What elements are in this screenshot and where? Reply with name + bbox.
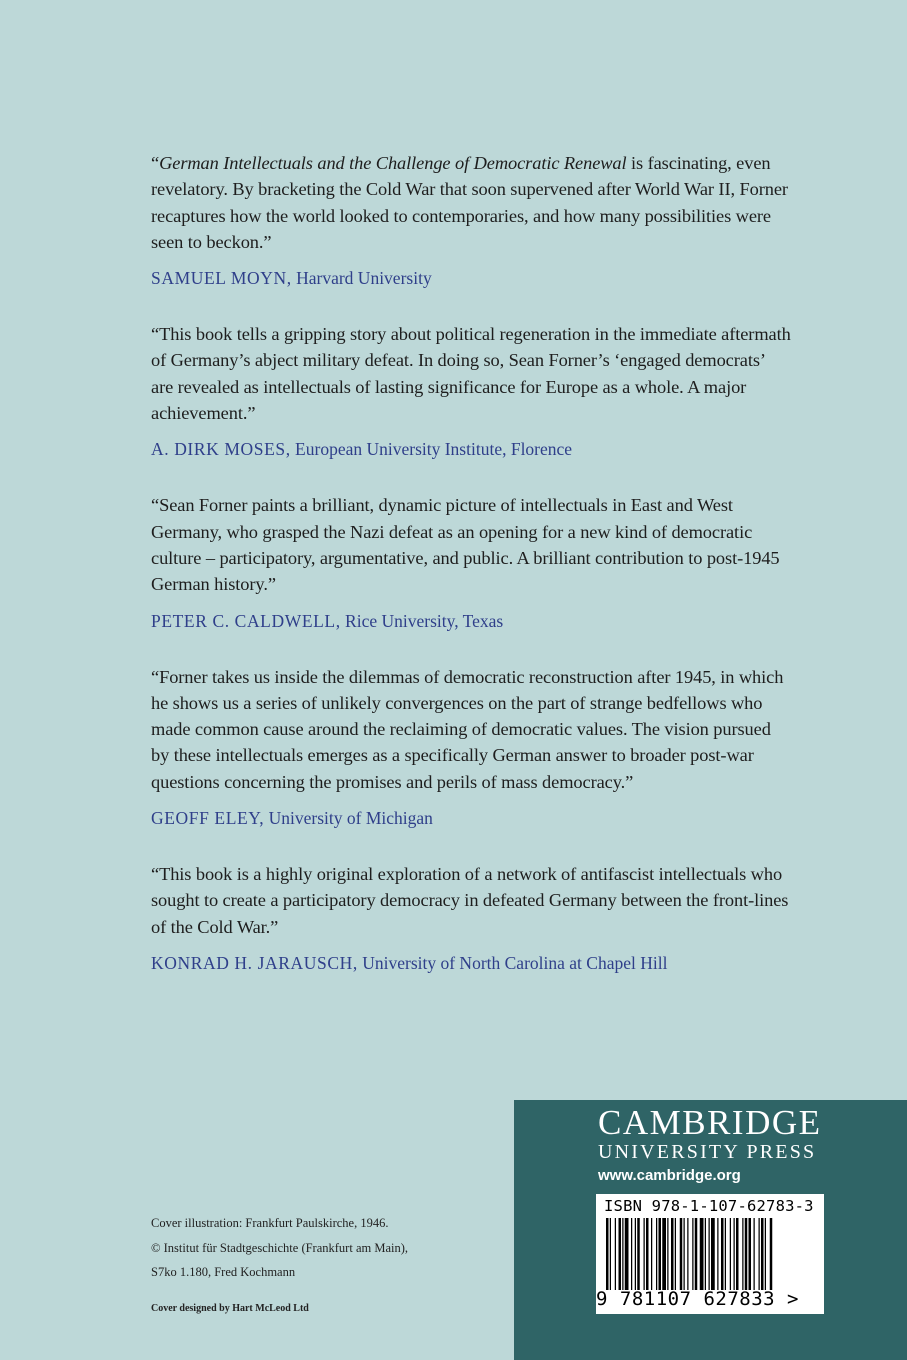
endorsements bbox=[151, 150, 791, 1006]
endorsement-quote: “This book is a highly original exploration of a network of antifascist intellectuals who sought to create a participatory democracy in defeated Germany between the front-lines of the Cold War.” bbox=[151, 864, 789, 937]
endorsement-quote bbox=[151, 150, 791, 255]
endorser-affiliation: University of Michigan bbox=[264, 808, 433, 829]
isbn-number: ISBN 978-1-107-62783-3 bbox=[604, 1197, 814, 1215]
cover-designer-credit: Cover designed by Hart McLeod Ltd bbox=[151, 1303, 309, 1314]
cover-credits bbox=[151, 1211, 491, 1285]
barcode-icon bbox=[604, 1218, 816, 1290]
publisher-url: www.cambridge.org bbox=[598, 1167, 741, 1184]
book-title: German Intellectuals and the Challenge of Democratic Renewal bbox=[159, 153, 627, 173]
endorser-affiliation: University of North Carolina at Chapel Hill bbox=[357, 952, 668, 973]
endorser-name: KONRAD H. JARAUSCH, bbox=[151, 952, 358, 973]
endorsement-3 bbox=[151, 492, 791, 632]
endorsement-attribution bbox=[151, 609, 791, 633]
endorsement-5 bbox=[151, 861, 791, 975]
endorser-affiliation: Harvard University bbox=[291, 268, 432, 289]
endorser-name: PETER C. CALDWELL, bbox=[151, 610, 341, 631]
endorsement-quote: “Forner takes us inside the dilemmas of democratic reconstruction after 1945, in which he shows us a series of unlikely convergences on the part of strange bedfellows who made common cause around the reclaiming of democratic values. The vision pursued by these intellectuals emerges as a specifically German answer to broader post-war questions concerning the promises and perils of mass democracy.” bbox=[151, 666, 784, 792]
endorser-affiliation: Rice University, Texas bbox=[340, 610, 504, 631]
credit-line-photographer: S7ko 1.180, Fred Kochmann bbox=[151, 1265, 296, 1279]
endorsement-2 bbox=[151, 321, 791, 461]
endorser-name: A. DIRK MOSES, bbox=[151, 439, 291, 460]
isbn-barcode bbox=[596, 1194, 824, 1314]
endorsement-1 bbox=[151, 150, 791, 290]
publisher-logo-name: CAMBRIDGE bbox=[598, 1103, 822, 1142]
quote-text: is fascinating, even revelatory. By bracketing the Cold War that soon supervened after World War II, Forner recaptures how the world looked to contemporaries, and how many possibilities were seen to beckon.” bbox=[151, 153, 788, 252]
credit-line-illustration: Cover illustration: Frankfurt Paulskirche, 1946. bbox=[151, 1216, 389, 1230]
credit-line-copyright: © Institut für Stadtgeschichte (Frankfurt am Main), bbox=[151, 1240, 409, 1255]
ean-number: 9 781107 627833 > bbox=[596, 1288, 799, 1310]
endorser-name: GEOFF ELEY, bbox=[151, 808, 265, 829]
quote-mark: “ bbox=[151, 153, 160, 173]
endorsement-attribution bbox=[151, 437, 791, 461]
endorsement-4 bbox=[151, 664, 791, 830]
endorsement-attribution bbox=[151, 951, 791, 975]
endorsement-quote: “This book tells a gripping story about political regeneration in the immediate aftermath of Germany’s abject military defeat. In doing so, Sean Forner’s ‘engaged democrats’ are revealed as intellectuals of lasting significance for Europe as a whole. A major achievement.” bbox=[151, 324, 791, 424]
endorsement-attribution bbox=[151, 266, 791, 290]
publisher-logo-press: UNIVERSITY PRESS bbox=[598, 1141, 817, 1163]
endorsement-quote: “Sean Forner paints a brilliant, dynamic picture of intellectuals in East and West Germany, who grasped the Nazi defeat as an opening for a new kind of democratic culture – participatory, argumentative, and public. A brilliant contribution to post-1945 German history.” bbox=[151, 495, 780, 595]
endorser-name: SAMUEL MOYN, bbox=[151, 268, 292, 289]
endorsement-attribution bbox=[151, 806, 791, 830]
publisher-panel bbox=[514, 1100, 907, 1360]
endorser-affiliation: European University Institute, Florence bbox=[290, 439, 573, 460]
